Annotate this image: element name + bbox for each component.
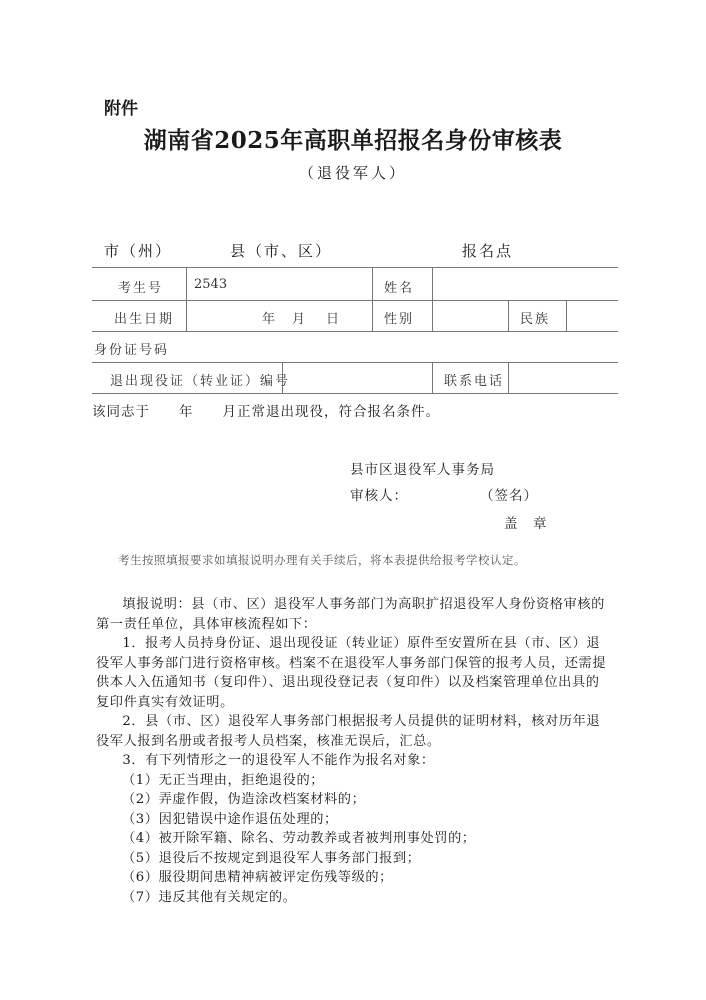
instructions-intro: 填报说明：县（市、区）退役军人事务部门为高职扩招退役军人身份资格审核的第一责任单位，具体审核流程如下： <box>96 597 605 632</box>
instructions-step: 2．县（市、区）退役军人事务部门根据报考人员提供的证明材料，核对历年退役军人报到名册或者报考人员档案，核准无误后，汇总。 <box>96 714 601 749</box>
name-label: 姓名 <box>384 281 415 296</box>
signature-label: （签名） <box>480 488 538 504</box>
table-rule <box>92 362 618 363</box>
city-label: 市（州） <box>104 242 173 260</box>
list-item: （4）被开除军籍、除名、劳动教养或者被判刑事处罚的； <box>122 831 476 846</box>
list-item: （7）违反其他有关规定的。 <box>122 889 297 905</box>
approval-org: 县市区退役军人事务局 <box>350 462 495 478</box>
birth-month: 月 <box>292 312 308 327</box>
list-item: （1）无正当理由，拒绝退役的； <box>122 772 325 788</box>
instructions-step: 3．有下列情形之一的退役军人不能作为报名对象： <box>122 753 435 768</box>
birth-year: 年 <box>262 312 278 327</box>
cert-label: 退出现役证（转业证）编号 <box>110 374 291 389</box>
exam-no-value: 2543 <box>194 277 228 292</box>
birth-day: 日 <box>326 312 342 327</box>
ethnicity-label: 民族 <box>520 312 551 327</box>
instructions-step: 1．报考人员持身份证、退出现役证（转业证）原件至安置所在县（市、区）退役军人事务部门进行资格审核。档案不在退役军人事务部门保管的报考人员，还需提供本人入伍通知书（复印件）、退出现役登记表（复印件）以及档案管理单位出具的复印件真实有效证明。 <box>96 636 607 710</box>
table-divider <box>508 362 509 393</box>
phone-label: 联系电话 <box>444 374 505 389</box>
site-label: 报名点 <box>462 242 514 260</box>
table-divider <box>186 268 187 331</box>
list-item: （6）服役期间患精神病被评定伤残等级的； <box>122 870 393 885</box>
table-rule <box>92 393 618 394</box>
list-item: （2）弄虚作假，伪造涂改档案材料的； <box>122 792 366 807</box>
form-title: 湖南省2025年高职单招报名身份审核表 <box>143 127 563 154</box>
seal-label: 盖 章 <box>504 516 548 532</box>
reviewer-label: 审核人： <box>350 488 408 504</box>
attachment-label: 附件 <box>104 99 138 119</box>
gender-label: 性别 <box>384 312 415 327</box>
id-label: 身份证号码 <box>94 343 170 358</box>
table-divider <box>432 268 433 331</box>
exam-no-label: 考生号 <box>118 281 164 296</box>
table-divider <box>372 268 373 331</box>
table-divider <box>432 362 433 393</box>
list-item: （3）因犯错误中途作退伍处理的； <box>122 811 338 827</box>
county-label: 县（市、区） <box>230 242 333 260</box>
table-divider <box>566 300 567 331</box>
instructions <box>96 595 610 907</box>
table-rule <box>92 331 618 332</box>
table-rule <box>92 267 618 268</box>
birth-label: 出生日期 <box>114 312 175 327</box>
form-subtitle: （退役军人） <box>298 164 407 182</box>
table-rule <box>92 300 618 301</box>
table-divider <box>508 300 509 331</box>
status-statement: 该同志于 年 月正常退出现役，符合报名条件。 <box>92 404 440 420</box>
list-item: （5）退役后不按规定到退役军人事务部门报到； <box>122 850 421 866</box>
submission-note: 考生按照填报要求如填报说明办理有关手续后，将本表提供给报考学校认定。 <box>118 553 526 567</box>
